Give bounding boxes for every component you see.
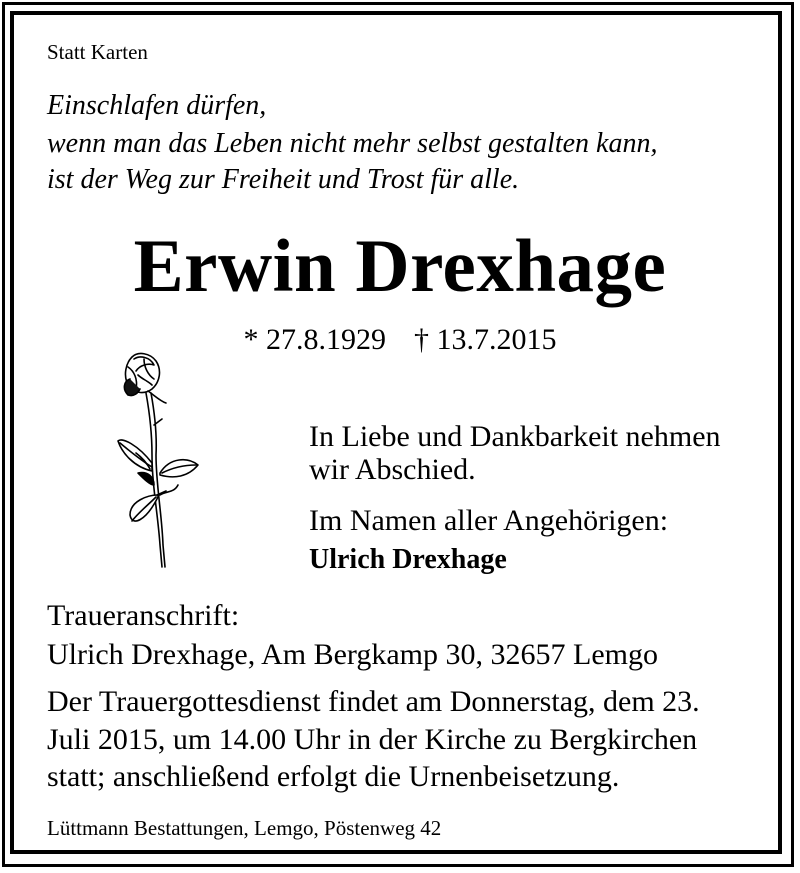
service-line-3: statt; anschließend erfolgt die Urnenbeisetzung. xyxy=(47,760,620,793)
farewell-line-1: In Liebe und Dankbarkeit nehmen xyxy=(309,420,721,453)
verse-line-1: Einschlafen dürfen, xyxy=(47,90,267,121)
farewell-line-2: wir Abschied. xyxy=(309,453,476,486)
deceased-name: Erwin Drexhage xyxy=(133,225,667,308)
funeral-home-footer: Lüttmann Bestattungen, Lemgo, Pöstenweg 42 xyxy=(47,816,442,840)
address-label: Traueranschrift: xyxy=(47,599,240,632)
birth-date: * 27.8.1929 xyxy=(243,323,386,356)
verse-line-3: ist der Weg zur Freiheit und Trost für alle. xyxy=(47,164,520,195)
header-text: Statt Karten xyxy=(47,40,148,64)
service-line-1: Der Trauergottesdienst findet am Donnerstag, dem 23. xyxy=(47,685,700,718)
farewell-line-3: Im Namen aller Angehörigen: xyxy=(309,504,669,537)
address-text: Ulrich Drexhage, Am Bergkamp 30, 32657 Lemgo xyxy=(47,638,658,671)
rose-icon xyxy=(108,345,208,573)
verse-line-2: wenn man das Leben nicht mehr selbst gestalten kann, xyxy=(47,128,658,159)
service-line-2: Juli 2015, um 14.00 Uhr in der Kirche zu Bergkirchen xyxy=(47,723,698,756)
death-date: † 13.7.2015 xyxy=(414,323,557,356)
signer-name: Ulrich Drexhage xyxy=(309,544,507,575)
